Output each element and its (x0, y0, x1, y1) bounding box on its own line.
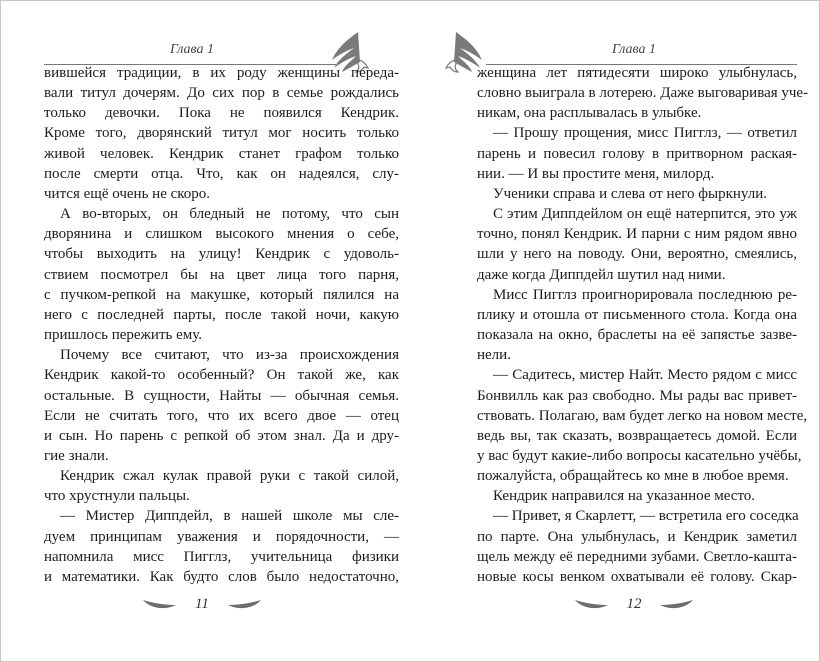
body-text (477, 63, 809, 587)
text-line: дворянина и слишком высокого мнения о себе, (44, 226, 399, 243)
text-line: чтобы выходить на улицу! Кендрик с удоволь- (44, 246, 399, 263)
text-line: гие знали. (44, 447, 109, 464)
text-line: пришлось пережить ему. (44, 327, 202, 344)
text-line: С этим Диппдейлом он ещё натерпится, это уж (493, 206, 797, 223)
text-line: Ученики справа и слева от него фыркнули. (493, 185, 767, 202)
text-line: с пучком-репкой на макушке, который пялился на (44, 286, 399, 303)
text-line: Мисс Пигглз проигнорировала последнюю ре- (493, 286, 797, 303)
text-line: ведь вы, так сказать, возвращаетесь домой. Если (477, 427, 797, 444)
text-line: живой человек. Кендрик станет графом только (44, 145, 399, 162)
text-line: шли у него на поводу. Они, вероятно, смеялись, (477, 246, 797, 263)
text-line: женщина лет пятидесяти широко улыбнулась, (477, 65, 797, 81)
feather-right-icon (658, 598, 694, 612)
text-line: даже когда Диппдейл шутил над ними. (477, 266, 726, 283)
text-line: него с последней парты, после такой ночи, какую (44, 306, 399, 323)
text-line: нии. — И вы простите меня, милорд. (477, 165, 715, 182)
text-line: парень и повесил голову в притворном раская- (477, 145, 797, 162)
text-line: Кендрик какой-то особенный? Он такой же, как (44, 367, 399, 384)
text-line: — Прошу прощения, мисс Пигглз, — ответил (493, 125, 797, 142)
text-line: нели. (477, 347, 511, 364)
page-number: 12 (626, 596, 642, 612)
text-line: щель между её передними зубами. Светло-кашта- (477, 548, 797, 565)
right-page (410, 0, 820, 662)
text-line: у вас будут какие-либо вопросы касательно учёбы, (477, 447, 802, 464)
page-footer (142, 596, 262, 613)
text-line: ствием посмотрел бы на цвет лица того парня, (44, 266, 399, 283)
text-line: после смерти отца. Что, как он надеялся, слу- (44, 165, 399, 182)
text-line: Если не считать того, что их всего двое — отец (44, 407, 399, 424)
text-line: показала на окно, браслеты на её запястье зазве- (477, 327, 797, 344)
text-line: А во-вторых, он бледный не потому, что сын (60, 206, 399, 223)
text-line: Почему все считают, что из-за происхождения (60, 347, 399, 364)
text-line: новые косы венком охватывали её голову. Скар- (477, 568, 797, 585)
text-line: — Привет, я Скарлетт, — встретила его соседка (493, 508, 799, 525)
text-line: ствовать. Полагаю, вам будет легко на новом месте, (477, 407, 808, 424)
text-line: вали титул дочерям. До сих пор в семье рождались (44, 85, 399, 102)
text-line: Бонвилль как раз свободно. Мы рады вас привет- (477, 387, 797, 404)
feather-right-icon (226, 598, 262, 612)
text-line: только девочки. Пока не появился Кендрик. (44, 105, 399, 122)
text-line: никам, она расплывалась в улыбке. (477, 105, 702, 122)
text-line: что хрустнули пальцы. (44, 488, 190, 505)
text-line: остальные. В сущности, Найты — обычная семья. (44, 387, 399, 404)
page-footer (574, 596, 694, 613)
text-line: — Мистер Диппдейл, в нашей школе мы сле- (60, 508, 399, 525)
text-line: чится ещё очень не скоро. (44, 185, 211, 202)
text-line: Кендрик сжал кулак правой руки с такой силой, (60, 468, 399, 485)
body-text (44, 63, 399, 587)
text-line: дуем принципам уважения и порядочности, — (44, 528, 399, 545)
text-line: Кроме того, дворянский титул мог носить только (44, 125, 399, 142)
feather-left-icon (142, 598, 178, 612)
text-line: плику и отошла от письменного стола. Когда она (477, 306, 797, 323)
page-number: 11 (195, 596, 209, 612)
text-line: — Садитесь, мистер Найт. Место рядом с мисс (493, 367, 797, 384)
text-line: вившейся традиции, в их роду женщины переда- (44, 65, 399, 81)
text-line: точно, понял Кендрик. И парни с ним рядом явно (477, 226, 797, 243)
text-line: по парте. Она улыбнулась, и Кендрик заметил (477, 528, 797, 545)
text-line: словно выиграла в лотерею. Даже выговаривая уче- (477, 85, 809, 102)
text-line: и математики. Как будто слов было недостаточно, (44, 568, 399, 585)
feather-left-icon (574, 598, 610, 612)
text-line: Кендрик направился на указанное место. (493, 488, 756, 505)
text-line: пожалуйста, обращайтесь ко мне в любое время. (477, 468, 789, 485)
running-header: Глава 1 (612, 42, 656, 57)
text-line: и сын. Но парень с репкой об этом знал. Да и дру- (44, 427, 399, 444)
running-header: Глава 1 (170, 42, 214, 57)
text-line: напомнила мисс Пигглз, учительница физики (44, 548, 399, 565)
